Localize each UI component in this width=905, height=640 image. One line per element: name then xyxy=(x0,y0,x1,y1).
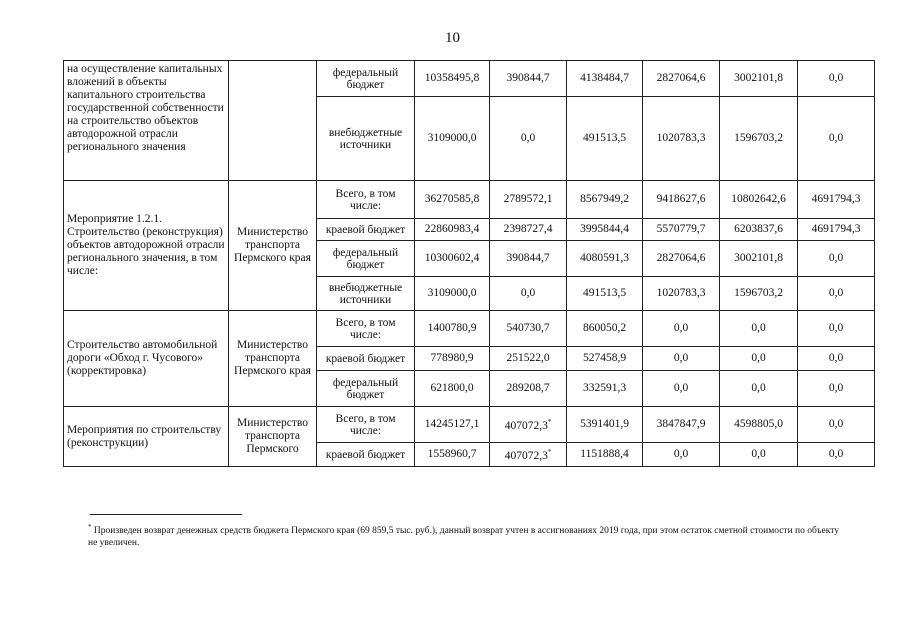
table-row xyxy=(64,181,875,219)
amount-cell: 491513,5 xyxy=(567,97,643,181)
row-organization: Министерство транспорта Пермского края xyxy=(229,181,317,311)
funding-source: внебюджетные источники xyxy=(317,97,415,181)
amount-cell: 2398727,4 xyxy=(490,219,567,241)
amount-cell: 3002101,8 xyxy=(720,241,798,277)
amount-cell: 0,0 xyxy=(798,407,875,443)
amount-cell: 778980,9 xyxy=(415,347,490,371)
amount-cell: 0,0 xyxy=(798,241,875,277)
amount-cell: 332591,3 xyxy=(567,371,643,407)
amount-cell: 3109000,0 xyxy=(415,97,490,181)
amount-cell: 1400780,9 xyxy=(415,311,490,347)
row-organization: Министерство транспорта Пермского xyxy=(229,407,317,467)
amount-cell: 407072,3* xyxy=(490,407,567,443)
row-description: Мероприятия по строительству (реконструкции) xyxy=(64,407,229,467)
amount-cell: 0,0 xyxy=(798,371,875,407)
footnote: * Произведен возврат денежных средств бюджета Пермского края (69 859,5 тыс. руб.), данный возврат учтен в ассигнованиях 2019 года, при этом остаток сметной стоимости по объекту не увеличен. xyxy=(88,523,839,549)
amount-cell: 1151888,4 xyxy=(567,443,643,467)
amount-cell: 9418627,6 xyxy=(643,181,720,219)
table-row xyxy=(64,61,875,97)
amount-cell: 3995844,4 xyxy=(567,219,643,241)
amount-cell: 2827064,6 xyxy=(643,61,720,97)
amount-cell: 0,0 xyxy=(643,443,720,467)
amount-cell: 1558960,7 xyxy=(415,443,490,467)
amount-cell: 860050,2 xyxy=(567,311,643,347)
funding-source: краевой бюджет xyxy=(317,219,415,241)
amount-cell: 0,0 xyxy=(798,97,875,181)
amount-cell: 0,0 xyxy=(643,371,720,407)
amount-cell: 4691794,3 xyxy=(798,181,875,219)
amount-cell: 0,0 xyxy=(798,347,875,371)
page-number: 10 xyxy=(445,30,460,46)
amount-cell: 540730,7 xyxy=(490,311,567,347)
amount-cell: 3847847,9 xyxy=(643,407,720,443)
funding-source: Всего, в том числе: xyxy=(317,181,415,219)
funding-source: федеральный бюджет xyxy=(317,371,415,407)
amount-cell: 289208,7 xyxy=(490,371,567,407)
row-description: Мероприятие 1.2.1. Строительство (реконструкция) объектов автодорожной отрасли регионального значения, в том числе: xyxy=(64,181,229,311)
amount-cell: 4138484,7 xyxy=(567,61,643,97)
row-organization: Министерство транспорта Пермского края xyxy=(229,311,317,407)
amount-cell: 2789572,1 xyxy=(490,181,567,219)
amount-cell: 6203837,6 xyxy=(720,219,798,241)
amount-cell: 5391401,9 xyxy=(567,407,643,443)
amount-cell: 14245127,1 xyxy=(415,407,490,443)
table-body xyxy=(64,61,875,467)
amount-cell: 1020783,3 xyxy=(643,277,720,311)
amount-cell: 390844,7 xyxy=(490,241,567,277)
table-row xyxy=(64,311,875,347)
amount-cell: 22860983,4 xyxy=(415,219,490,241)
budget-table xyxy=(63,60,875,467)
amount-cell: 4691794,3 xyxy=(798,219,875,241)
amount-cell: 0,0 xyxy=(720,311,798,347)
funding-source: внебюджетные источники xyxy=(317,277,415,311)
amount-cell: 251522,0 xyxy=(490,347,567,371)
funding-source: краевой бюджет xyxy=(317,443,415,467)
amount-cell: 527458,9 xyxy=(567,347,643,371)
amount-cell: 0,0 xyxy=(798,311,875,347)
amount-cell: 10300602,4 xyxy=(415,241,490,277)
table-row xyxy=(64,407,875,443)
amount-cell: 0,0 xyxy=(720,371,798,407)
amount-cell: 0,0 xyxy=(798,443,875,467)
amount-cell: 1596703,2 xyxy=(720,277,798,311)
amount-cell: 3002101,8 xyxy=(720,61,798,97)
row-description: на осуществление капитальных вложений в объекты капитального строительства государственной собственности на строительство объектов автодорожной отрасли регионального значения xyxy=(64,61,229,181)
amount-cell: 10358495,8 xyxy=(415,61,490,97)
amount-cell: 0,0 xyxy=(643,347,720,371)
row-organization xyxy=(229,61,317,181)
amount-cell: 390844,7 xyxy=(490,61,567,97)
amount-cell: 2827064,6 xyxy=(643,241,720,277)
amount-cell: 621800,0 xyxy=(415,371,490,407)
funding-source: федеральный бюджет xyxy=(317,241,415,277)
amount-cell: 0,0 xyxy=(798,61,875,97)
amount-cell: 5570779,7 xyxy=(643,219,720,241)
amount-cell: 0,0 xyxy=(490,97,567,181)
amount-cell: 8567949,2 xyxy=(567,181,643,219)
funding-source: Всего, в том числе: xyxy=(317,407,415,443)
amount-cell: 4080591,3 xyxy=(567,241,643,277)
funding-source: краевой бюджет xyxy=(317,347,415,371)
amount-cell: 4598805,0 xyxy=(720,407,798,443)
footnote-rule xyxy=(90,514,242,515)
amount-cell: 0,0 xyxy=(720,443,798,467)
amount-cell: 407072,3* xyxy=(490,443,567,467)
amount-cell: 0,0 xyxy=(643,311,720,347)
row-description: Строительство автомобильной дороги «Обход г. Чусового» (корректировка) xyxy=(64,311,229,407)
amount-cell: 36270585,8 xyxy=(415,181,490,219)
amount-cell: 3109000,0 xyxy=(415,277,490,311)
amount-cell: 491513,5 xyxy=(567,277,643,311)
amount-cell: 1596703,2 xyxy=(720,97,798,181)
amount-cell: 1020783,3 xyxy=(643,97,720,181)
amount-cell: 0,0 xyxy=(490,277,567,311)
amount-cell: 0,0 xyxy=(798,277,875,311)
funding-source: федеральный бюджет xyxy=(317,61,415,97)
funding-source: Всего, в том числе: xyxy=(317,311,415,347)
amount-cell: 10802642,6 xyxy=(720,181,798,219)
amount-cell: 0,0 xyxy=(720,347,798,371)
